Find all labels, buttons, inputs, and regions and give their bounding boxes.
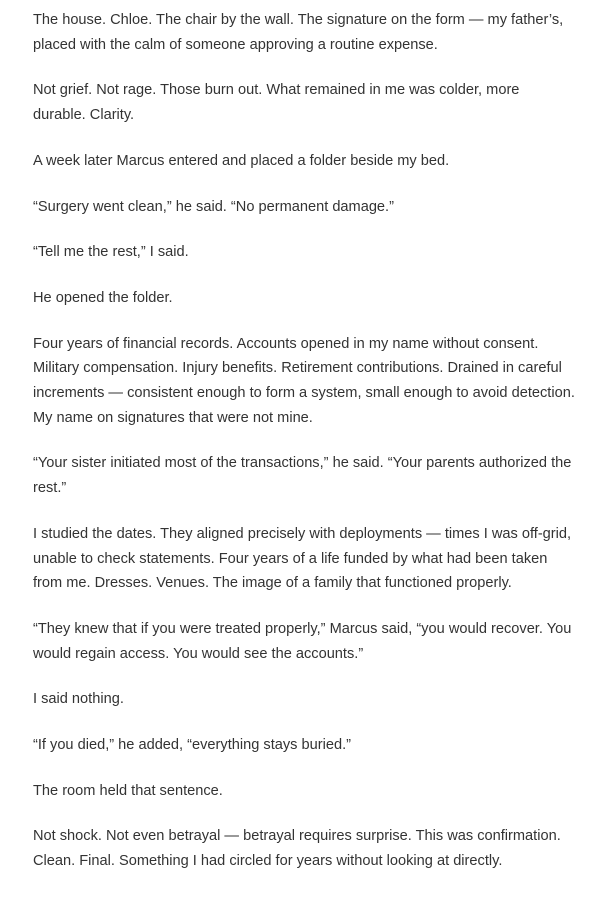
paragraph: “They knew that if you were treated properly,” Marcus said, “you would recover. You would regain access. You would see the accounts.”: [33, 620, 572, 662]
paragraph: The room held that sentence.: [33, 782, 223, 799]
paragraph: “Your sister initiated most of the transactions,” he said. “Your parents authorized the rest.”: [33, 455, 572, 497]
paragraph: Four years of financial records. Accounts opened in my name without consent. Military compensation. Injury benefits. Retirement contributions. Drained in careful increments — consistent enough to form a system, small enough to avoid detection. My name on signatures that were not mine.: [33, 335, 575, 426]
paragraph: “If you died,” he added, “everything stays buried.”: [33, 737, 351, 754]
paragraph: “Surgery went clean,” he said. “No permanent damage.”: [33, 198, 394, 215]
paragraph: I said nothing.: [33, 691, 124, 708]
paragraph: Not shock. Not even betrayal — betrayal requires surprise. This was confirmation. Clean. Final. Something I had circled for years without looking at directly.: [33, 828, 561, 870]
paragraph: I studied the dates. They aligned precisely with deployments — times I was off-grid, unable to check statements. Four years of a life funded by what had been taken from me. Dresses. Venues. The image of a family that functioned properly.: [33, 525, 572, 592]
paragraph: Not grief. Not rage. Those burn out. What remained in me was colder, more durable. Clarity.: [33, 82, 520, 124]
paragraph: The house. Chloe. The chair by the wall. The signature on the form — my father’s, placed with the calm of someone approving a routine expense.: [33, 12, 564, 53]
paragraph: A week later Marcus entered and placed a folder beside my bed.: [33, 152, 450, 169]
paragraph: He opened the folder.: [33, 289, 173, 306]
paragraph: “Tell me the rest,” I said.: [33, 244, 189, 261]
